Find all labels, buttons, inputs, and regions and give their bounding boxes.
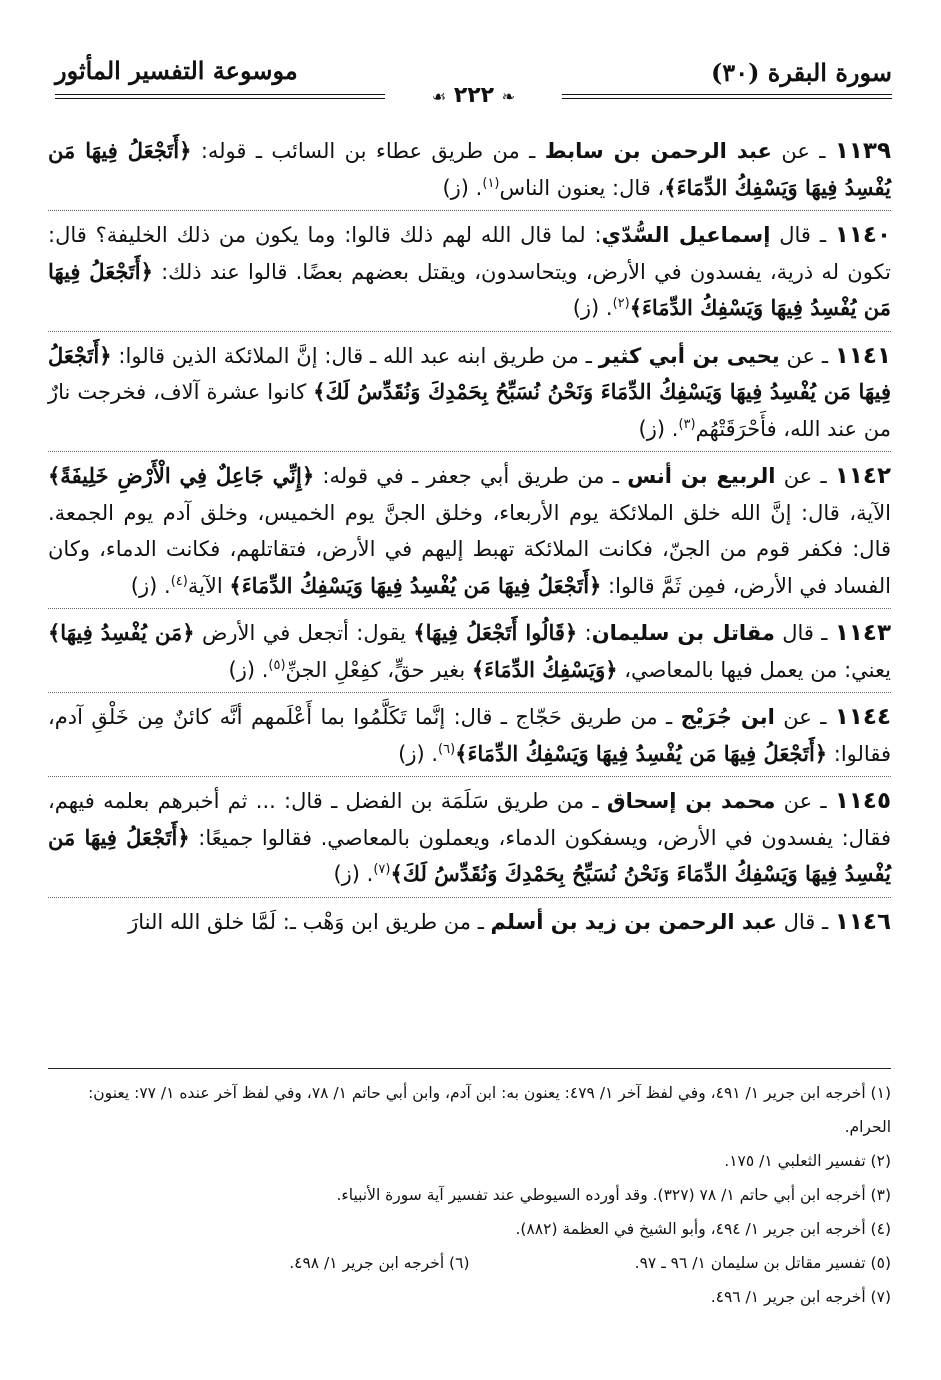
quran-quote: ﴿إِنِّي جَاعِلٌ فِي الْأَرْضِ خَلِيفَةً﴾	[48, 463, 315, 488]
text: ـ من طريق ابن وَهْب ـ: لَمَّا خلق الله النارَ	[128, 909, 491, 934]
quran-quote: ﴿وَيَسْفِكُ الدِّمَاءَ﴾	[471, 656, 618, 682]
text: . (ز)	[572, 296, 613, 320]
narration-1140	[48, 217, 891, 332]
quran-quote: ﴿أَتَجْعَلُ فِيهَا مَن يُفْسِدُ فِيهَا وَيَسْفِكُ الدِّمَاءَ﴾	[48, 258, 891, 320]
text: ـ قال	[770, 223, 835, 247]
quran-quote: ﴿أَتَجْعَلُ فِيهَا مَن يُفْسِدُ فِيهَا وَيَسْفِكُ الدِّمَاءَ وَنَحْنُ نُسَبِّحُ بِحَمْدِكَ وَنُقَدِّسُ لَكَ﴾	[48, 342, 891, 404]
text: ـ من طريق حَجّاج ـ قال: إنَّما تَكَلَّمُوا بما أَعْلَمهم أنَّه كائنٌ مِن خَلْقِ آدم، فقالوا:	[48, 705, 891, 766]
footnote-ref: (٧)	[373, 862, 391, 877]
text: بغير حقٍّ، كفِعْلِ الجنِّ	[285, 657, 472, 682]
footnote-divider	[48, 1068, 891, 1069]
narrator-name: الربيع بن أنس	[627, 464, 776, 488]
narrator-name: يحيى بن أبي كثير	[598, 343, 780, 368]
narration-number: ١١٤١	[834, 342, 891, 369]
text: الآية، قال: إنَّ الله خلق الملائكة يوم الأربعاء، وخلق الجنَّ يوم الخميس، وخلق آدم يوم الجمعة. قال: فكفر قوم من الجنّ، فكانت الملائكة تهبط إليهم في الأرض، فتقاتلهم، فكانت الدماء، وكان الفساد في الأرض، فمِن ثَمَّ قالوا:	[48, 500, 891, 598]
text: :	[577, 621, 592, 645]
text: ، قال: يعنون الناس	[499, 175, 665, 200]
narrator-name: إسماعيل السُّدّي	[601, 223, 771, 247]
footnote-7: (٧) أخرجه ابن جرير ١/ ٤٩٦.	[710, 1288, 891, 1306]
narration-number: ١١٤٤	[834, 704, 891, 730]
footnotes	[48, 1076, 891, 1314]
narrator-name: ابن جُرَيْج	[680, 705, 775, 729]
text: . (ز)	[398, 741, 439, 766]
text: . (ز)	[130, 573, 171, 598]
text: ـ من طريق سَلَمَة بن الفضل ـ قال: ... ثم أخبرهم بعلمه فيهم، فقال: يفسدون في الأرض، ويسفكون الدماء، ويعملون بالمعاصي. فقالوا جميعًا:	[48, 789, 891, 850]
text: ـ من طريق ابنه عبد الله ـ قال: إنَّ الملائكة الذين قالوا:	[111, 343, 599, 368]
narration-number: ١١٤٥	[834, 788, 891, 814]
footnote-1: (١) أخرجه ابن جرير ١/ ٤٩١، وفي لفظ آخر ١/ ٤٧٩: يعنون به: ابن آدم، وابن أبي حاتم ١/ ٧٨، وفي لفظ آخر عنده ١/ ٧٧: يعنون: الحرام.	[88, 1084, 891, 1136]
footnote-4: (٤) أخرجه ابن جرير ١/ ٤٩٤، وأبو الشيخ في العظمة (٨٨٢).	[515, 1220, 891, 1238]
page-number-value: ٢٢٢	[453, 83, 495, 108]
text: . (ز)	[638, 416, 679, 441]
footnote-5: (٥) تفسير مقاتل بن سليمان ١/ ٩٦ ـ ٩٧.	[634, 1254, 891, 1272]
narration-1143	[48, 615, 891, 693]
footnote-ref: (٤)	[170, 573, 188, 589]
text: يقول: أتجعل في الأرض	[194, 621, 414, 645]
ornament-icon: ❧	[501, 87, 516, 106]
narration-1146	[48, 904, 891, 945]
text: . (ز)	[442, 175, 483, 200]
text: يعني: من يعمل فيها بالمعاصي،	[617, 657, 891, 682]
quran-quote: ﴿مَن يُفْسِدُ فِيهَا﴾	[48, 620, 195, 645]
running-header	[55, 50, 892, 110]
text: كانوا عشرة آلاف، فخرجت نارٌ من عند الله، فأَحْرَقَتْهُم	[48, 380, 891, 441]
quran-quote: ﴿أَتَجْعَلُ فِيهَا مَن يُفْسِدُ فِيهَا وَيَسْفِكُ الدِّمَاءَ وَنَحْنُ نُسَبِّحُ بِحَمْدِكَ وَنُقَدِّسُ لَكَ﴾	[48, 824, 891, 886]
footnote-6: (٦) أخرجه ابن جرير ١/ ٤٩٨.	[289, 1254, 470, 1272]
narration-number: ١١٣٩	[834, 138, 892, 164]
narrator-name: عبد الرحمن بن سابط	[544, 139, 772, 163]
main-text	[48, 133, 891, 948]
narrator-name: عبد الرحمن بن زيد بن أسلم	[490, 909, 777, 934]
footnote-ref: (١)	[482, 175, 500, 191]
text: ـ قال	[776, 909, 835, 934]
text: ـ قال	[774, 621, 835, 645]
narration-number: ١١٤٢	[834, 463, 891, 489]
narration-number: ١١٤٦	[834, 908, 891, 935]
narration-1139	[48, 133, 891, 211]
ornament-icon: ☙	[431, 87, 447, 106]
surah-title: سورة البقرة (٣٠)	[710, 58, 892, 87]
text: الآية	[187, 573, 230, 598]
narrator-name: مقاتل بن سليمان	[591, 621, 775, 645]
quran-quote: ﴿قَالُوا أَتَجْعَلُ فِيهَا﴾	[413, 620, 578, 645]
narration-number: ١١٤٠	[834, 222, 891, 248]
narration-1145	[48, 783, 891, 898]
book-title: موسوعة التفسير المأثور	[55, 56, 298, 85]
text: ـ عن	[779, 343, 835, 368]
footnote-ref: (٢)	[612, 296, 630, 311]
narration-number: ١١٤٣	[834, 620, 891, 646]
narration-1142	[48, 458, 891, 609]
narration-1141	[48, 338, 891, 453]
text: ـ عن	[771, 139, 835, 163]
text: . (ز)	[228, 657, 269, 682]
footnote-ref: (٥)	[268, 657, 286, 673]
text: . (ز)	[333, 862, 374, 886]
text: ـ عن	[774, 705, 835, 729]
page-number	[55, 83, 892, 108]
text: ـ من طريق عطاء بن السائب ـ قوله:	[191, 139, 545, 163]
narration-1144	[48, 699, 891, 777]
text: ـ عن	[775, 464, 835, 488]
narrator-name: محمد بن إسحاق	[606, 789, 776, 813]
footnote-2: (٢) تفسير الثعلبي ١/ ١٧٥.	[724, 1152, 891, 1170]
footnote-ref: (٦)	[438, 741, 456, 757]
text: : لما قال الله لهم ذلك قالوا: وما يكون من ذلك الخليفة؟ قال: تكون له ذرية، يفسدون في الأرض، ويتحاسدون، ويقتل بعضهم بعضًا. قالوا عند ذلك:	[48, 223, 892, 284]
quran-quote: ﴿أَتَجْعَلُ فِيهَا مَن يُفْسِدُ فِيهَا وَيَسْفِكُ الدِّمَاءَ﴾	[229, 572, 602, 598]
quran-quote: ﴿أَتَجْعَلُ فِيهَا مَن يُفْسِدُ فِيهَا وَيَسْفِكُ الدِّمَاءَ﴾	[455, 740, 828, 766]
footnote-ref: (٣)	[678, 416, 696, 432]
footnote-3: (٣) أخرجه ابن أبي حاتم ١/ ٧٨ (٣٢٧). وقد أورده السيوطي عند تفسير آية سورة الأنبياء.	[336, 1186, 891, 1204]
footnote-row	[48, 1246, 891, 1280]
quran-quote: ﴿أَتَجْعَلُ فِيهَا مَن يُفْسِدُ فِيهَا وَيَسْفِكُ الدِّمَاءَ﴾	[48, 138, 891, 200]
text: ـ من طريق أبي جعفر ـ في قوله:	[314, 464, 628, 488]
text: ـ عن	[775, 789, 835, 813]
